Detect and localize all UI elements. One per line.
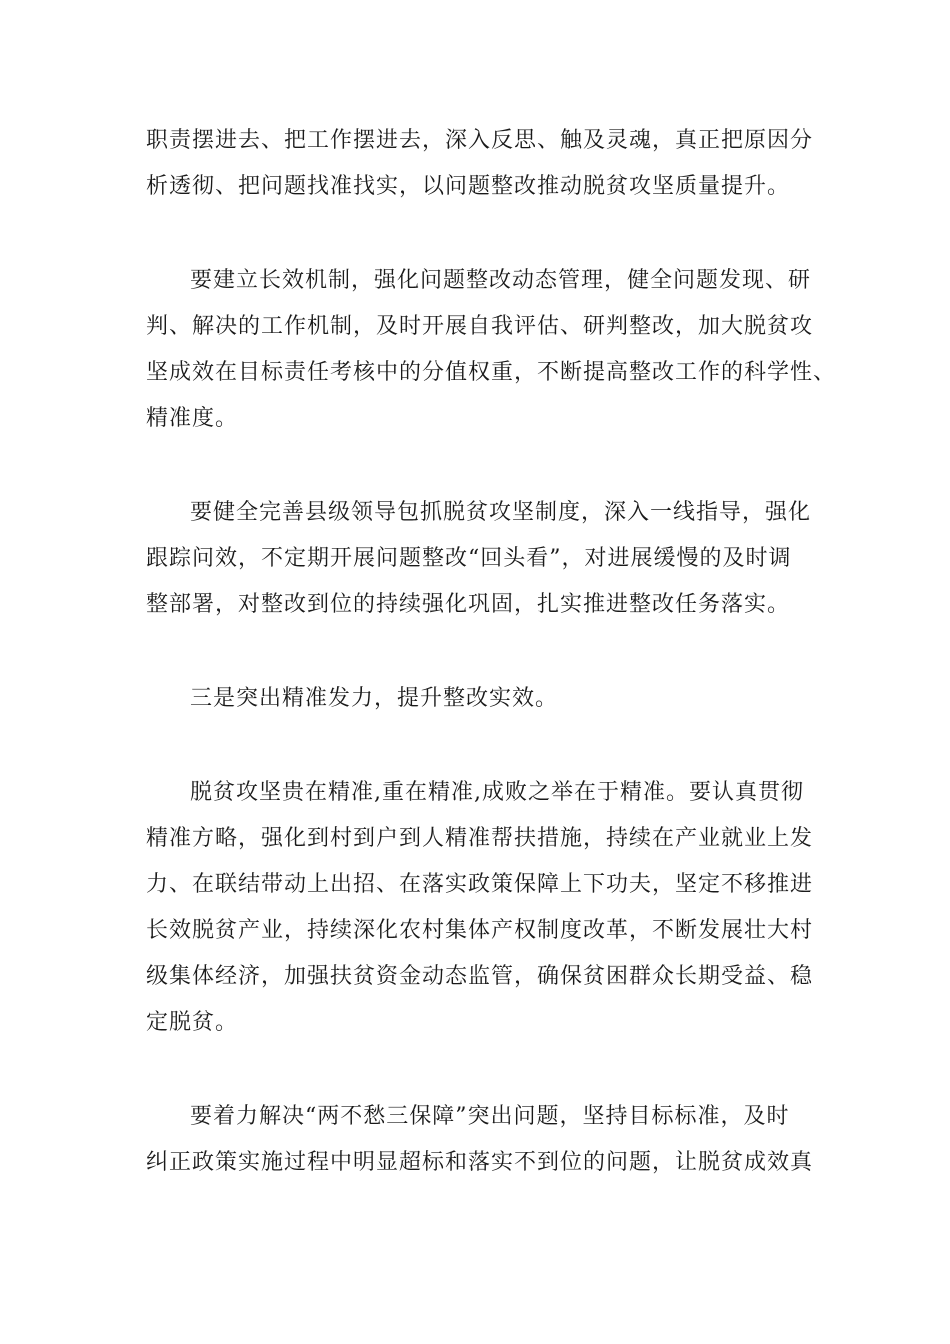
section-heading xyxy=(146,688,826,734)
paragraph xyxy=(146,130,826,222)
text-line: 脱贫攻坚贵在精准,重在精准,成败之举在于精准。要认真贯彻 xyxy=(190,780,804,805)
text-line: 级集体经济，加强扶贫资金动态监管，确保贫困群众长期受益、稳 xyxy=(146,964,814,989)
paragraph-spacer xyxy=(146,1058,826,1106)
text-line: 判、解决的工作机制，及时开展自我评估、研判整改，加大脱贫攻 xyxy=(146,314,814,339)
text-line: 要建立长效机制，强化问题整改动态管理，健全问题发现、研 xyxy=(190,268,812,293)
text-line: 力、在联结带动上出招、在落实政策保障上下功夫，坚定不移推进 xyxy=(146,872,814,897)
paragraph xyxy=(146,1106,826,1198)
text-line: 定脱贫。 xyxy=(146,1010,239,1035)
text-line: 长效脱贫产业，持续深化农村集体产权制度改革，不断发展壮大村 xyxy=(146,918,814,943)
paragraph xyxy=(146,502,826,640)
text-line: 坚成效在目标责任考核中的分值权重，不断提高整改工作的科学性、 xyxy=(146,360,837,385)
paragraph-spacer xyxy=(146,640,826,688)
paragraph-spacer xyxy=(146,454,826,502)
text-line: 精准方略，强化到村到户到人精准帮扶措施，持续在产业就业上发 xyxy=(146,826,814,851)
text-line: 要着力解决“两不愁三保障”突出问题，坚持目标标准，及时 xyxy=(190,1104,790,1129)
text-line: 跟踪问效，不定期开展问题整改“回头看”，对进展缓慢的及时调 xyxy=(146,546,792,571)
body-text xyxy=(146,128,837,1198)
text-line: 三是突出精准发力，提升整改实效。 xyxy=(190,686,559,711)
text-line: 纠正政策实施过程中明显超标和落实不到位的问题，让脱贫成效真 xyxy=(146,1150,814,1175)
text-line: 要健全完善县级领导包抓脱贫攻坚制度，深入一线指导，强化 xyxy=(190,500,812,525)
text-line: 精准度。 xyxy=(146,406,239,431)
text-line: 整部署，对整改到位的持续强化巩固，扎实推进整改任务落实。 xyxy=(146,592,791,617)
paragraph-spacer xyxy=(146,734,826,782)
text-line: 析透彻、把问题找准找实，以问题整改推动脱贫攻坚质量提升。 xyxy=(146,174,791,199)
text-line: 职责摆进去、把工作摆进去，深入反思、触及灵魂，真正把原因分 xyxy=(146,128,814,153)
paragraph xyxy=(146,782,826,1058)
paragraph xyxy=(146,268,837,454)
paragraph-spacer xyxy=(146,222,826,270)
